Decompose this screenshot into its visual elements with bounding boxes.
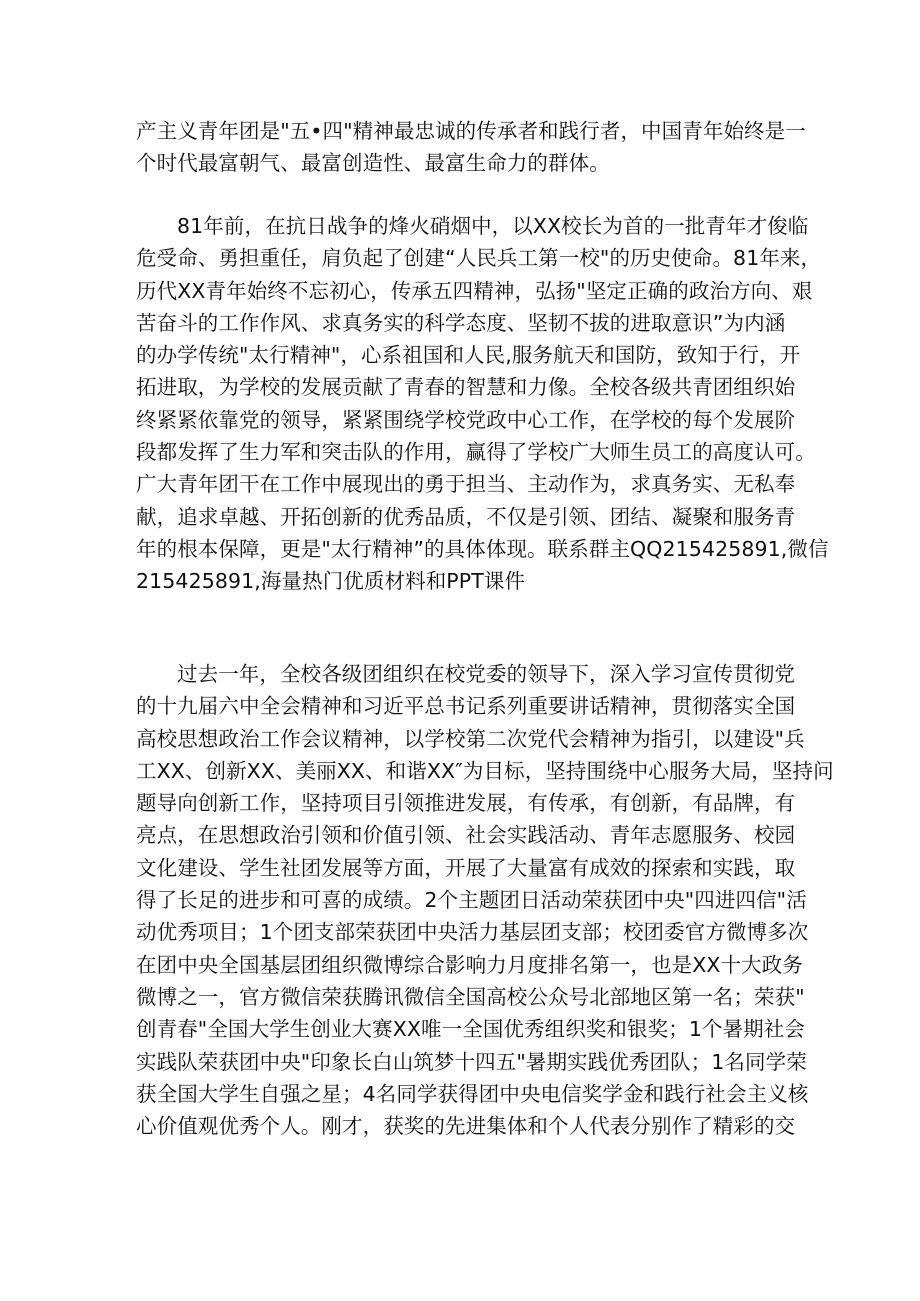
text-line: 心价值观优秀个人。刚才，获奖的先进集体和个人代表分别作了精彩的交	[136, 1114, 796, 1139]
text-line: 得了长足的进步和可喜的成绩。2个主题团日活动荣获团中央"四进四信"活	[136, 888, 807, 913]
text-line: 苦奋斗的工作作风、求真务实的科学态度、坚韧不拔的进取意识”为内涵	[136, 310, 786, 335]
paragraph-1	[136, 115, 806, 180]
text-line: 的办学传统"太行精神"，心系祖国和人民,服务航天和国防，致知于行，开	[136, 343, 801, 368]
text-line: 过去一年，全校各级团组织在校党委的领导下，深入学习宣传贯彻党	[177, 662, 795, 686]
text-line: 高校思想政治工作会议精神，以学校第二次党代会精神为指引，以建设"兵	[136, 726, 805, 751]
text-line: 献，追求卓越、开拓创新的优秀品质，不仅是引领、团结、凝聚和服务青	[136, 504, 796, 529]
text-line: 获全国大学生自强之星；4名同学获得团中央电信奖学金和践行社会主义核	[136, 1081, 809, 1106]
text-line: 动优秀项目；1个团支部荣获团中央活力基层团支部；校团委官方微博多次	[136, 920, 809, 945]
paragraph-2	[136, 210, 829, 598]
text-line: 在团中央全国基层团组织微博综合影响力月度排名第一，也是XX十大政务	[136, 952, 803, 977]
text-line: 历代XX青年始终不忘初心，传承五四精神，弘扬"坚定正确的政治方向、艰	[136, 278, 813, 303]
text-line: 终紧紧依靠党的领导，紧紧围绕学校党政中心工作，在学校的每个发展阶	[136, 407, 796, 432]
text-line: 个时代最富朝气、最富创造性、最富生命力的群体。	[136, 151, 610, 176]
text-line: 危受命、勇担重任，肩负起了创建“人民兵工第一校"的历史使命。81年来，	[136, 246, 822, 271]
text-line: 亮点，在思想政治引领和价值引领、社会实践活动、青年志愿服务、校园	[136, 823, 796, 848]
text-line: 工XX、创新XX、美丽XX、和谐XX″为目标，坚持围绕中心服务大局，坚持问	[136, 758, 834, 783]
text-line: 81年前，在抗日战争的烽火硝烟中，以XX校长为首的一批青年才俊临	[177, 214, 809, 238]
text-line: 拓进取，为学校的发展贡献了青春的智慧和力像。全校各级共青团组织始	[136, 375, 796, 400]
text-line: 产主义青年团是"五•四"精神最忠诚的传承者和践行者，中国青年始终是一	[136, 119, 806, 143]
text-line: 段都发挥了生力军和突击队的作用，赢得了学校广大师生员工的高度认可。	[136, 440, 816, 465]
paragraph-3	[136, 658, 834, 1142]
text-line: 的十九届六中全会精神和习近平总书记系列重要讲话精神，贯彻落实全国	[136, 694, 796, 719]
text-line: 文化建设、学生社团发展等方面，开展了大量富有成效的探索和实践，取	[136, 855, 796, 880]
text-line: 微博之一，官方微信荣获腾讯微信全国高校公众号北部地区第一名；荣获"	[136, 984, 805, 1009]
text-line: 年的根本保障，更是"太行精神”的具体体现。联系群主QQ215425891,微信	[136, 536, 829, 561]
text-line: 创青春"全国大学生创业大赛XX唯一全国优秀组织奖和银奖；1个暑期社会	[136, 1017, 805, 1042]
text-line: 215425891,海量热门优质材料和PPT课件	[136, 569, 526, 594]
text-line: 实践队荣获团中央"印象长白山筑梦十四五"暑期实践优秀团队；1名同学荣	[136, 1049, 807, 1074]
text-line: 题导向创新工作，坚持项目引领推进发展，有传承，有创新，有品牌，有	[136, 791, 796, 816]
text-line: 广大青年团干在工作中展现出的勇于担当、主动作为，求真务实、无私奉	[136, 472, 796, 497]
